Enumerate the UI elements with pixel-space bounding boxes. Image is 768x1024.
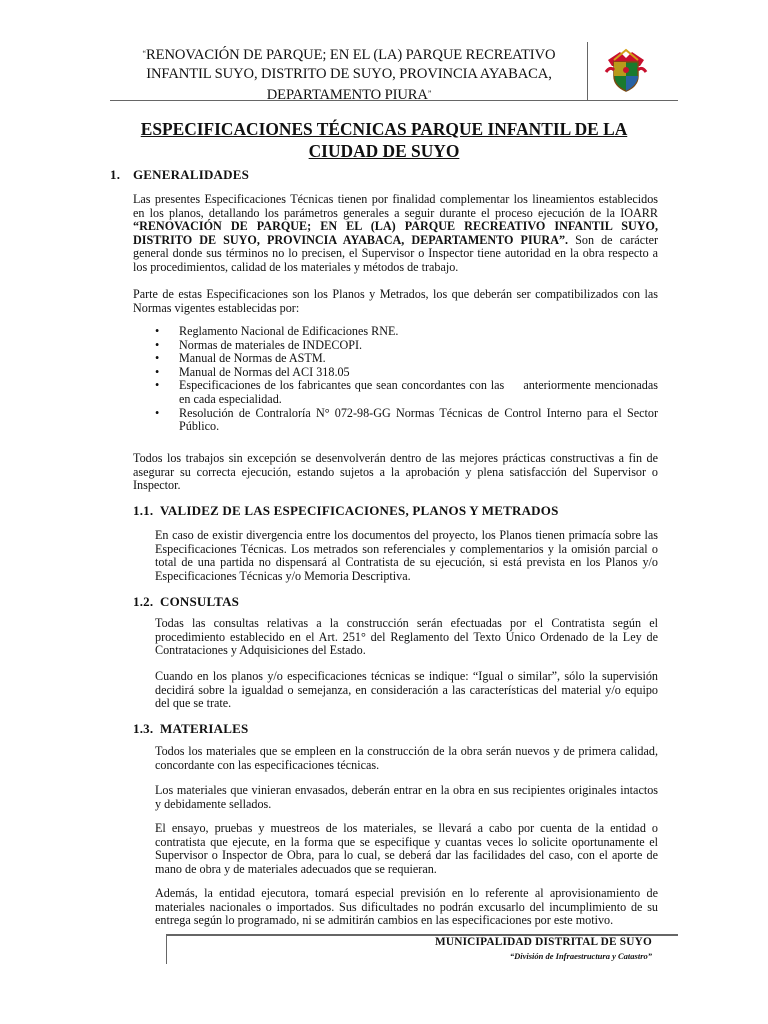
open-quote: “ (142, 49, 146, 58)
section-1-3-heading: MATERIALES (160, 721, 249, 736)
close-quote: ” (427, 89, 432, 98)
paragraph-materiales-4: Además, la entidad ejecutora, tomará especial previsión en lo referente al aprovisionamiento de materiales nacionales o importados. Sus dificultades no podrán excusarlo del incumplimiento de su entrega según lo programado, ni se admitirán cambios en las especificaciones por este motivo. (155, 886, 658, 928)
section-1-1-number: 1.1. (133, 503, 154, 518)
paragraph-text: Son de carácter general donde sus términos no lo precisen, el Supervisor o Inspector tiene autoridad en la obra respecto a los procedimientos, calidad de los materiales y métodos de trabajo. (133, 232, 658, 274)
paragraph-consultas-2: Cuando en los planos y/o especificaciones técnicas se indique: “Igual o similar”, sólo la supervisión decidirá sobre la igualdad o semejanza, en consideración a las características del material y/o equipo del que se trate. (155, 669, 658, 711)
header-line-1: RENOVACIÓN DE PARQUE; EN EL (LA) PARQUE RECREATIVO (146, 47, 556, 63)
list-item-text: Manual de Normas de ASTM. (179, 351, 326, 366)
list-item (155, 407, 658, 434)
section-1-heading: GENERALIDADES (133, 167, 250, 182)
header-line-2: INFANTIL SUYO, DISTRITO DE SUYO, PROVINCIA AYABACA, (146, 66, 552, 82)
bullet-icon: • (155, 378, 160, 393)
bullet-icon: • (155, 337, 160, 352)
section-1-1-heading: VALIDEZ DE LAS ESPECIFICACIONES, PLANOS Y METRADOS (160, 503, 559, 518)
footer-division: “División de Infraestructura y Catastro” (509, 951, 652, 961)
list-item (155, 339, 658, 353)
bullet-icon: • (155, 351, 160, 366)
list-item-text: Reglamento Nacional de Edificaciones RNE. (179, 324, 399, 338)
norms-list (155, 325, 658, 434)
paragraph-text: Las presentes Especificaciones Técnicas tienen por finalidad complementar los lineamientos establecidos en los planos, detallando los parámetros generales a seguir durante el proceso ejecución de la IOARR (133, 192, 658, 220)
bullet-icon: • (155, 405, 160, 420)
list-item (155, 366, 658, 380)
bullet-icon: • (155, 364, 160, 379)
paragraph-materiales-1: Todos los materiales que se empleen en la construcción de la obra serán nuevos y de primera calidad, concordante con las especificaciones técnicas. (155, 744, 658, 772)
section-1-3-number: 1.3. (133, 721, 154, 736)
list-item-text: Especificaciones de los fabricantes que sean concordantes con las anteriormente mencionadas en cada especialidad. (179, 378, 658, 406)
title-line-1: ESPECIFICACIONES TÉCNICAS PARQUE INFANTIL DE LA (140, 119, 628, 139)
paragraph-materiales-3: El ensayo, pruebas y muestreos de los materiales, se llevará a cabo por cuenta de la entidad o contratista que ejecute, en la forma que se especifique y cuantas veces lo solicite oportunamente el Supervisor o Inspector de Obra, para lo cual, se deberá dar las facilidades del caso, con el aporte de mano de obra y de materiales adecuados que se requieran. (155, 821, 658, 876)
paragraph-generalidades-3: Todos los trabajos sin excepción se desenvolverán dentro de las mejores prácticas constructivas a fin de asegurar su correcta ejecución, estando sujetos a la aprobación y plena satisfacción del Supervisor o Inspector. (133, 451, 658, 493)
footer-divider (166, 936, 167, 964)
project-name-bold: “RENOVACIÓN DE PARQUE; EN EL (LA) PARQUE RECREATIVO INFANTIL SUYO, DISTRITO DE SUYO, PROVINCIA AYABACA, DEPARTAMENTO PIURA”. (133, 219, 658, 247)
section-1-2-number: 1.2. (133, 594, 154, 609)
paragraph-materiales-2: Los materiales que vinieran envasados, deberán entrar en la obra en sus recipientes originales intactos y debidamente sellados. (155, 783, 658, 811)
list-item (155, 352, 658, 366)
paragraph-consultas-1: Todas las consultas relativas a la construcción serán efectuadas por el Contratista según el procedimiento establecido en el Art. 251° del Reglamento del Texto Único Ordenado de la Ley de Contrataciones y Adquisiciones del Estado. (155, 616, 658, 658)
paragraph-generalidades-2: Parte de estas Especificaciones son los Planos y Metrados, los que deberán ser compatibilizados con las Normas vigentes establecidas por: (133, 287, 658, 315)
section-1-number: 1. (110, 167, 121, 182)
header-divider (587, 42, 588, 100)
document-title (100, 118, 668, 162)
list-item-text: Manual de Normas del ACI 318.05 (179, 364, 350, 379)
paragraph-validez: En caso de existir divergencia entre los documentos del proyecto, los Planos tienen primacía sobre las Especificaciones Técnicas. Los metrados son referenciales y complementarios y la omisión parcial o total de una partida no dispensará al Contratista de su ejecución, si está prevista en los Planos y/o Especificaciones Técnicas y/o Memoria Descriptiva. (155, 528, 658, 583)
project-title-header (112, 44, 586, 105)
footer-municipality: MUNICIPALIDAD DISTRITAL DE SUYO (434, 936, 652, 948)
title-line-2: CIUDAD DE SUYO (308, 141, 460, 161)
header-line-3: DEPARTAMENTO PIURA (266, 87, 428, 103)
bullet-icon: • (155, 324, 160, 338)
list-item (155, 379, 658, 406)
paragraph-generalidades-1 (133, 193, 658, 275)
municipal-crest-icon (602, 46, 650, 94)
list-item-text: Normas de materiales de INDECOPI. (179, 337, 363, 352)
list-item-text: Resolución de Contraloría N° 072-98-GG Normas Técnicas de Control Interno para el Sector Público. (179, 405, 658, 434)
section-1-2-heading: CONSULTAS (160, 594, 240, 609)
list-item (155, 325, 658, 339)
